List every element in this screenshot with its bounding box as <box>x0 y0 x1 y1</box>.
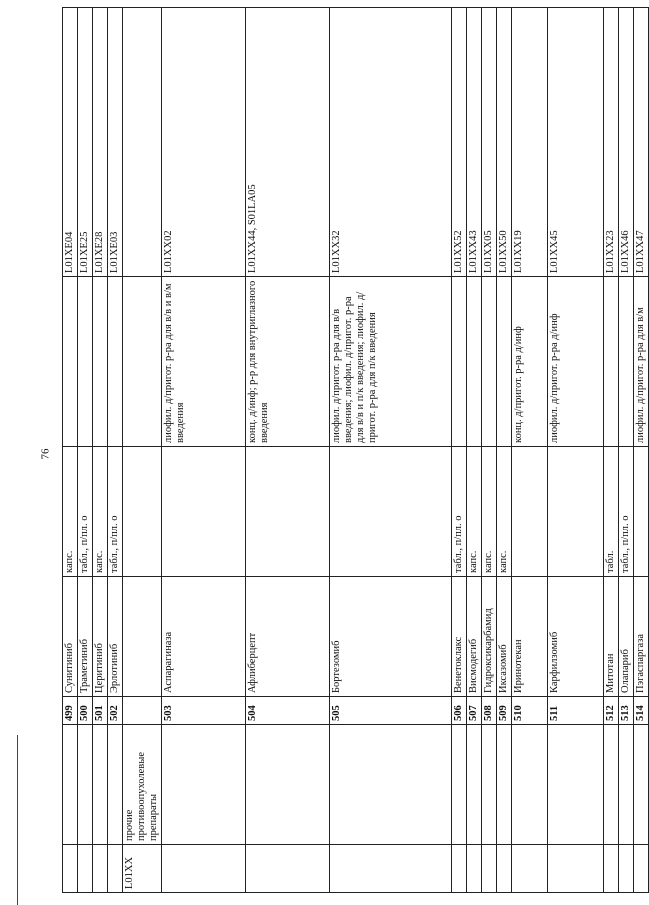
group-cell <box>63 725 78 845</box>
drug-code-cell: L01XX45 <box>548 8 604 277</box>
table-row <box>619 8 634 893</box>
injectable-form-cell <box>78 277 93 447</box>
row-number-cell: 510 <box>512 697 548 725</box>
injectable-form-cell <box>482 277 497 447</box>
table-row <box>63 8 78 893</box>
row-number-cell: 507 <box>467 697 482 725</box>
row-number-cell: 513 <box>619 697 634 725</box>
row-number-cell: 508 <box>482 697 497 725</box>
drug-name-cell: Эрлотиниб <box>108 577 123 697</box>
group-cell <box>108 725 123 845</box>
oral-form-cell: табл., п/пл. о <box>78 447 93 577</box>
row-number-cell: 512 <box>604 697 619 725</box>
injectable-form-cell: конц. д/инф; р-р для внутриглазного введения <box>246 277 330 447</box>
atc-code-cell <box>452 845 467 893</box>
table-body <box>63 8 649 893</box>
group-cell <box>246 725 330 845</box>
injectable-form-cell <box>452 277 467 447</box>
atc-code-cell <box>93 845 108 893</box>
row-number-cell: 511 <box>548 697 604 725</box>
injectable-form-cell <box>467 277 482 447</box>
group-cell <box>512 725 548 845</box>
injectable-form-cell <box>123 277 162 447</box>
atc-code-cell <box>548 845 604 893</box>
row-number-cell: 504 <box>246 697 330 725</box>
drug-name-cell: Бортезомиб <box>330 577 452 697</box>
oral-form-cell <box>330 447 452 577</box>
oral-form-cell: табл., п/пл. о <box>108 447 123 577</box>
oral-form-cell: табл., п/пл. о <box>619 447 634 577</box>
group-cell <box>330 725 452 845</box>
atc-code-cell <box>634 845 649 893</box>
oral-form-cell <box>246 447 330 577</box>
oral-form-cell <box>162 447 246 577</box>
drug-code-cell: L01XX05 <box>482 8 497 277</box>
table-row <box>482 8 497 893</box>
atc-code-cell <box>78 845 93 893</box>
drug-code-cell: L01XX43 <box>467 8 482 277</box>
group-cell <box>162 725 246 845</box>
group-cell <box>619 725 634 845</box>
group-cell <box>497 725 512 845</box>
group-cell <box>93 725 108 845</box>
footer-rule <box>17 735 18 905</box>
group-cell <box>634 725 649 845</box>
drug-code-cell: L01XX44, S01LA05 <box>246 8 330 277</box>
row-number-cell: 499 <box>63 697 78 725</box>
injectable-form-cell <box>108 277 123 447</box>
atc-code-cell <box>108 845 123 893</box>
atc-code-cell: L01XX <box>123 845 162 893</box>
drug-code-cell: L01XE03 <box>108 8 123 277</box>
atc-code-cell <box>512 845 548 893</box>
group-cell <box>482 725 497 845</box>
group-cell <box>452 725 467 845</box>
oral-form-cell: капс. <box>497 447 512 577</box>
drug-name-cell: Иксазомиб <box>497 577 512 697</box>
table-row <box>452 8 467 893</box>
table-row <box>467 8 482 893</box>
table-row <box>246 8 330 893</box>
oral-form-cell <box>548 447 604 577</box>
injectable-form-cell <box>619 277 634 447</box>
page-number: 76 <box>39 448 52 460</box>
drug-code-cell: L01XX23 <box>604 8 619 277</box>
row-number-cell: 506 <box>452 697 467 725</box>
table-row <box>162 8 246 893</box>
table-row <box>108 8 123 893</box>
oral-form-cell <box>123 447 162 577</box>
table-row <box>604 8 619 893</box>
drug-name-cell: Церитиниб <box>93 577 108 697</box>
atc-code-cell <box>63 845 78 893</box>
oral-form-cell: капс. <box>93 447 108 577</box>
rotated-table-wrapper <box>62 8 646 893</box>
injectable-form-cell <box>604 277 619 447</box>
drug-name-cell: Висмодегиб <box>467 577 482 697</box>
injectable-form-cell: лиофил. д/пригот. р-ра для в/м <box>634 277 649 447</box>
injectable-form-cell <box>63 277 78 447</box>
oral-form-cell <box>512 447 548 577</box>
injectable-form-cell <box>497 277 512 447</box>
drug-code-cell: L01XX32 <box>330 8 452 277</box>
oral-form-cell: табл. <box>604 447 619 577</box>
drug-name-cell: Траметиниб <box>78 577 93 697</box>
drug-name-cell: Пэгаспаргаза <box>634 577 649 697</box>
drug-code-cell: L01XX47 <box>634 8 649 277</box>
drug-name-cell <box>123 577 162 697</box>
drug-name-cell: Сунитиниб <box>63 577 78 697</box>
drug-code-cell: L01XX02 <box>162 8 246 277</box>
drug-code-cell: L01XE28 <box>93 8 108 277</box>
oral-form-cell: капс. <box>482 447 497 577</box>
row-number-cell: 502 <box>108 697 123 725</box>
drug-name-cell: Карфилзомиб <box>548 577 604 697</box>
oral-form-cell: капс. <box>467 447 482 577</box>
row-number-cell: 509 <box>497 697 512 725</box>
drug-code-cell <box>123 8 162 277</box>
injectable-form-cell: конц. д/пригот. р-ра д/инф <box>512 277 548 447</box>
injectable-form-cell: лиофил. д/пригот. р-ра для в/в и в/м введения <box>162 277 246 447</box>
table-row <box>497 8 512 893</box>
injectable-form-cell: лиофил. д/пригот. р-ра д/инф <box>548 277 604 447</box>
group-cell <box>548 725 604 845</box>
atc-code-cell <box>162 845 246 893</box>
drug-name-cell: Митотан <box>604 577 619 697</box>
drug-code-cell: L01XX50 <box>497 8 512 277</box>
table-row <box>634 8 649 893</box>
drug-list-table <box>62 7 649 893</box>
atc-code-cell <box>604 845 619 893</box>
group-cell <box>467 725 482 845</box>
atc-code-cell <box>246 845 330 893</box>
drug-code-cell: L01XX46 <box>619 8 634 277</box>
atc-code-cell <box>497 845 512 893</box>
drug-name-cell: Олапариб <box>619 577 634 697</box>
oral-form-cell: капс. <box>63 447 78 577</box>
group-cell <box>78 725 93 845</box>
atc-code-cell <box>467 845 482 893</box>
row-number-cell: 500 <box>78 697 93 725</box>
injectable-form-cell: лиофил. д/пригот. р-ра для в/в введения; лиофил. д/пригот. р-ра для в/в и п/к введения; лиофил. д/пригот. р-ра для п/к введения <box>330 277 452 447</box>
atc-code-cell <box>619 845 634 893</box>
row-number-cell <box>123 697 162 725</box>
table-row <box>330 8 452 893</box>
atc-code-cell <box>482 845 497 893</box>
table-row <box>548 8 604 893</box>
atc-code-cell <box>330 845 452 893</box>
drug-code-cell: L01XX52 <box>452 8 467 277</box>
row-number-cell: 514 <box>634 697 649 725</box>
table-row <box>78 8 93 893</box>
row-number-cell: 505 <box>330 697 452 725</box>
table-row <box>123 8 162 893</box>
drug-code-cell: L01XE04 <box>63 8 78 277</box>
row-number-cell: 501 <box>93 697 108 725</box>
table-row <box>512 8 548 893</box>
drug-name-cell: Венетоклакс <box>452 577 467 697</box>
oral-form-cell: табл., п/пл. о <box>452 447 467 577</box>
oral-form-cell <box>634 447 649 577</box>
drug-code-cell: L01XX19 <box>512 8 548 277</box>
drug-name-cell: Аспарагиназа <box>162 577 246 697</box>
drug-name-cell: Гидроксикарбамид <box>482 577 497 697</box>
group-cell <box>604 725 619 845</box>
drug-code-cell: L01XE25 <box>78 8 93 277</box>
injectable-form-cell <box>93 277 108 447</box>
drug-name-cell: Афлиберцепт <box>246 577 330 697</box>
group-cell: прочие противоопухолевые препараты <box>123 725 162 845</box>
table-row <box>93 8 108 893</box>
row-number-cell: 503 <box>162 697 246 725</box>
drug-name-cell: Иринотекан <box>512 577 548 697</box>
